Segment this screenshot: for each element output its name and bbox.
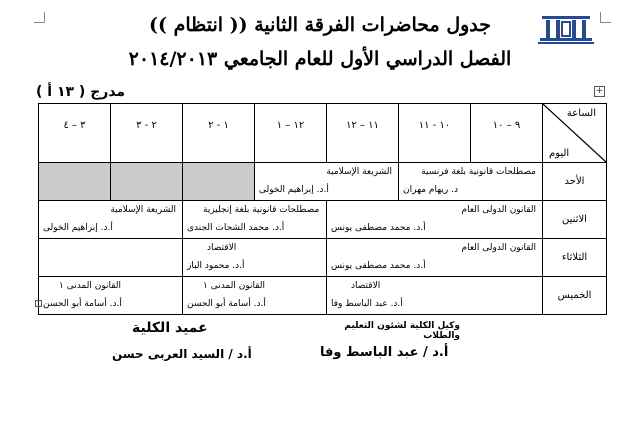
empty-slot — [111, 163, 183, 201]
course-name: القانون الدولى العام — [461, 243, 536, 253]
course-cell — [327, 277, 543, 315]
course-name: القانون المدنى ١ — [59, 281, 122, 291]
header-row — [39, 104, 607, 163]
page-subtitle: الفصل الدراسي الأول للعام الجامعي ٢٠١٤/٢٠١٣ — [128, 48, 512, 70]
time-slot-header: ١٢ – ١ — [255, 104, 327, 163]
course-name: مصطلحات قانونية بلغة فرنسية — [421, 167, 536, 177]
page-title: جدول محاضرات الفرقة الثانية (( انتظام )) — [148, 14, 492, 36]
day-label: الخميس — [543, 277, 607, 315]
course-professor: أ.د. إبراهيم الخولى — [259, 185, 329, 195]
course-name: الاقتصاد — [207, 243, 237, 253]
schedule-table — [38, 103, 607, 315]
course-professor: أ.د. عبد الباسط وفا — [331, 299, 403, 309]
empty-slot — [39, 163, 111, 201]
course-professor: أ.د. أسامة أبو الحسن — [187, 299, 266, 309]
lecture-hall-label: مدرج ( ١٣ أ ) — [36, 84, 126, 100]
course-professor: أ.د. إبراهيم الخولى — [43, 223, 113, 233]
day-header-label: اليوم — [549, 148, 570, 159]
course-professor: أ.د. محمد مصطفى يونس — [331, 261, 426, 271]
hour-header-label: الساعة — [566, 108, 596, 119]
day-label: الأحد — [543, 163, 607, 201]
course-cell — [39, 277, 183, 315]
course-name: الاقتصاد — [351, 281, 381, 291]
table-row-sunday — [39, 163, 607, 201]
time-slot-header: ١١ – ١٢ — [327, 104, 399, 163]
table-row-monday — [39, 201, 607, 239]
course-cell — [327, 201, 543, 239]
course-cell — [39, 201, 183, 239]
table-move-handle-icon[interactable]: + — [595, 86, 604, 96]
course-name: الشريعة الإسلامية — [110, 205, 176, 215]
course-professor: د. ريهام مهران — [403, 185, 458, 195]
empty-slot — [183, 163, 255, 201]
table-row-tuesday — [39, 239, 607, 277]
course-name: القانون المدنى ١ — [203, 281, 266, 291]
course-cell — [183, 277, 327, 315]
corner-header-cell — [543, 104, 607, 163]
university-logo-icon — [534, 12, 598, 46]
vice-dean-title: وكيل الكلية لشئون التعليم والطلاب — [344, 321, 460, 341]
time-slot-header: ٩ – ١٠ — [471, 104, 543, 163]
course-cell — [255, 163, 399, 201]
time-slot-header: ٣ – ٤ — [39, 104, 111, 163]
vice-dean-name: أ.د / عبد الباسط وفا — [320, 345, 449, 360]
day-label: الاثنين — [543, 201, 607, 239]
course-professor: أ.د. أسامة أبو الحسن — [43, 299, 122, 309]
course-professor: أ.د. محمد مصطفى يونس — [331, 223, 426, 233]
time-slot-header: ٢ - ٣ — [111, 104, 183, 163]
time-slot-header: ١٠ - ١١ — [399, 104, 471, 163]
page-corner-mark-right — [600, 12, 611, 23]
course-cell — [399, 163, 543, 201]
time-slot-header: ١ - ٢ — [183, 104, 255, 163]
empty-cell — [39, 239, 183, 277]
course-name: مصطلحات قانونية بلغة إنجليزية — [203, 205, 320, 215]
table-row-thursday — [39, 277, 607, 315]
course-name: القانون الدولى العام — [461, 205, 536, 215]
dean-name: أ.د / السيد العربى حسن — [112, 347, 252, 361]
course-professor: أ.د. محمد الشحات الجندى — [187, 223, 285, 233]
course-professor: أ.د. محمود الباز — [187, 261, 245, 271]
course-cell — [183, 239, 327, 277]
page-corner-mark-left — [34, 12, 45, 23]
day-label: الثلاثاء — [543, 239, 607, 277]
table-resize-handle[interactable] — [35, 300, 42, 307]
dean-title: عميد الكلية — [132, 320, 208, 336]
course-cell — [183, 201, 327, 239]
course-name: الشريعة الإسلامية — [326, 167, 392, 177]
course-cell — [327, 239, 543, 277]
